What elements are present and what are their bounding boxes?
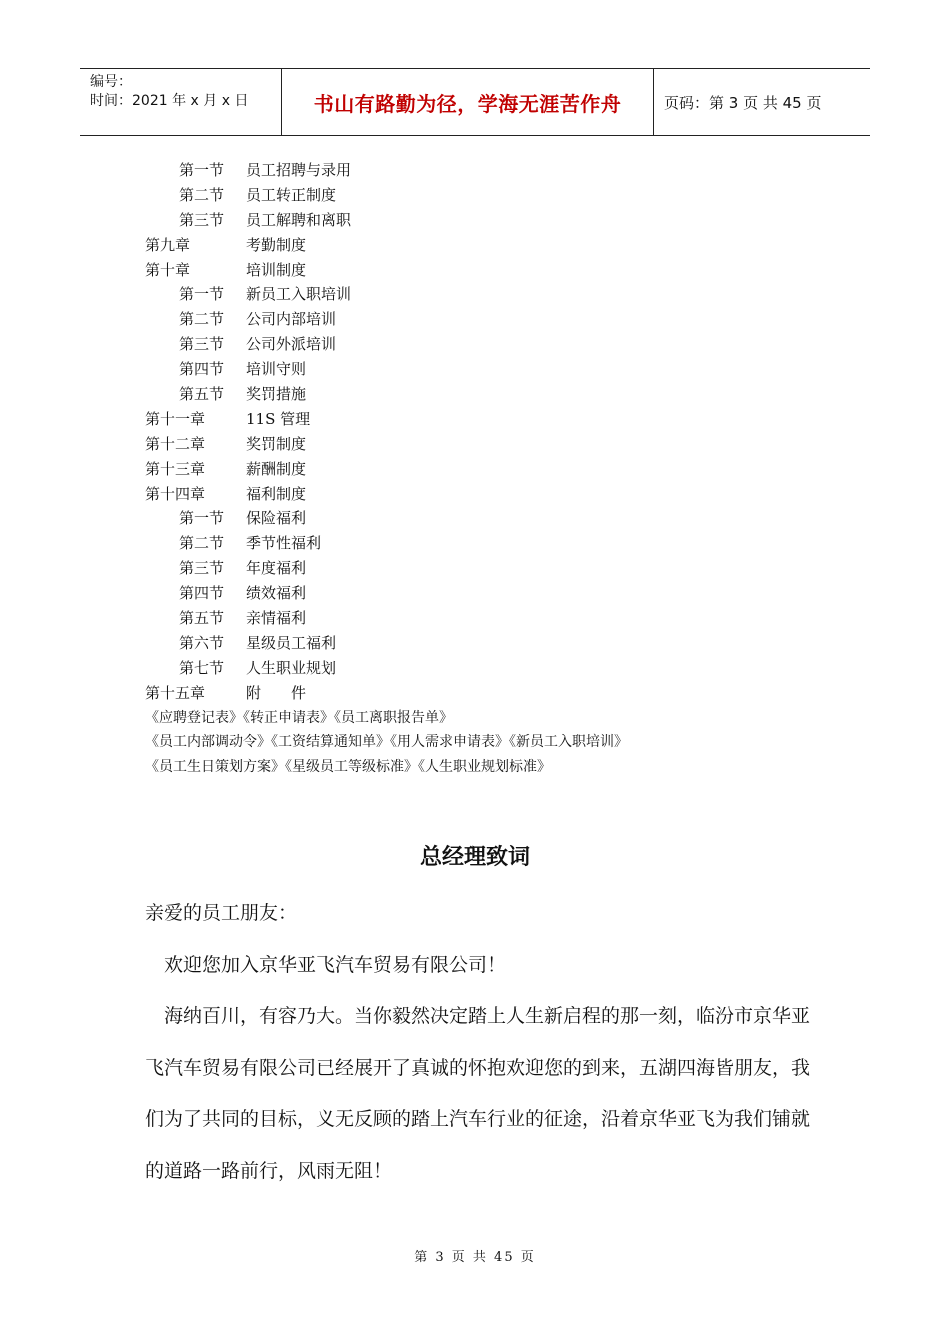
toc-entry: [145, 606, 845, 631]
header-number-label: 编号：: [90, 74, 132, 90]
toc-entry-number: 第五节: [179, 609, 225, 628]
toc-entry: [145, 432, 845, 457]
toc-entry: [145, 556, 845, 581]
toc-entry-title: 福利制度: [246, 484, 307, 503]
toc-entry-number: 第二节: [179, 310, 225, 329]
toc-entry: [145, 482, 845, 507]
toc-entry-title: 11S 管理: [246, 409, 311, 428]
header-time-label: 时间：2021 年 x 月 x 日: [90, 93, 249, 109]
toc-entry-number: 第四节: [179, 360, 225, 379]
toc-entry: [145, 307, 845, 332]
toc-entry-title: 人生职业规划: [246, 658, 337, 677]
toc-entry-number: 第三节: [179, 559, 225, 578]
table-of-contents: [145, 158, 845, 780]
toc-entry: [145, 656, 845, 681]
toc-entry-title: 绩效福利: [246, 584, 307, 603]
toc-entry-title: 员工解聘和离职: [246, 210, 352, 229]
toc-entry-title: 年度福利: [246, 559, 307, 578]
page-header: [80, 68, 870, 136]
speech-paragraph: 欢迎您加入京华亚飞汽车贸易有限公司！: [164, 953, 507, 976]
toc-entry: [145, 158, 845, 183]
toc-entry-title: 考勤制度: [246, 235, 307, 254]
toc-entry-number: 第六节: [179, 633, 225, 652]
toc-entry-number: 第一节: [179, 509, 225, 528]
toc-rows: [145, 158, 845, 706]
annex-line: 《员工内部调动令》《工资结算通知单》《用人需求申请表》《新员工入职培训》: [145, 734, 628, 751]
toc-entry: [145, 631, 845, 656]
toc-entry-number: 第二节: [179, 534, 225, 553]
toc-entry-number: 第四节: [179, 584, 225, 603]
toc-entry-number: 第十二章: [145, 434, 206, 453]
toc-entry-title: 亲情福利: [246, 609, 307, 628]
toc-entry-title: 星级员工福利: [246, 633, 337, 652]
toc-entry: [145, 407, 845, 432]
header-motto: 书山有路勤为径，学海无涯苦作舟: [282, 69, 654, 135]
toc-entry-number: 第二节: [179, 185, 225, 204]
toc-entry-number: 第一节: [179, 161, 225, 179]
toc-entry-number: 第十一章: [145, 409, 206, 428]
toc-entry-number: 第七节: [179, 658, 225, 677]
toc-entry-title: 公司内部培训: [246, 310, 337, 329]
speech-body: [145, 888, 810, 1197]
toc-entry-number: 第三节: [179, 210, 225, 229]
toc-entry-number: 第九章: [145, 235, 191, 254]
toc-entry-title: 培训制度: [246, 260, 307, 279]
toc-entry-number: 第十章: [145, 260, 191, 279]
toc-entry-title: 附 件: [246, 683, 307, 702]
toc-entry-title: 奖罚措施: [246, 385, 307, 404]
header-meta: [80, 69, 282, 135]
toc-entry-number: 第三节: [179, 335, 225, 354]
toc-entry: [145, 681, 845, 706]
toc-entry: [145, 233, 845, 258]
toc-entry-title: 公司外派培训: [246, 335, 337, 354]
toc-entry-title: 新员工入职培训: [246, 285, 352, 304]
toc-entry: [145, 357, 845, 382]
speech-paragraph: 海纳百川，有容乃大。当你毅然决定踏上人生新启程的那一刻，临汾市京华亚飞汽车贸易有限公司已经展开了真诚的怀抱欢迎您的到来，五湖四海皆朋友，我们为了共同的目标，义无反顾的踏上汽车行业的征途，沿着京华亚飞为我们铺就的道路一路前行，风雨无阻！: [145, 1005, 811, 1182]
toc-entry: [145, 457, 845, 482]
toc-entry: [145, 183, 845, 208]
toc-entry-number: 第一节: [179, 285, 225, 304]
toc-entry-title: 季节性福利: [246, 534, 322, 553]
toc-entry-title: 奖罚制度: [246, 434, 307, 453]
toc-entry-title: 培训守则: [246, 360, 307, 379]
toc-entry-title: 员工招聘与录用: [246, 161, 352, 179]
toc-entry: [145, 332, 845, 357]
toc-entry-number: 第十三章: [145, 459, 206, 478]
toc-entry: [145, 208, 845, 233]
toc-entry-number: 第五节: [179, 385, 225, 404]
toc-entry-title: 员工转正制度: [246, 185, 337, 204]
toc-entry-title: 薪酬制度: [246, 459, 307, 478]
page-footer: 第 3 页 共 45 页: [414, 1250, 536, 1265]
toc-entry: [145, 506, 845, 531]
annex-line: 《员工生日策划方案》《星级员工等级标准》《人生职业规划标准》: [145, 759, 551, 776]
toc-entry-number: 第十四章: [145, 484, 206, 503]
annex-line: 《应聘登记表》《转正申请表》《员工离职报告单》: [145, 709, 453, 726]
header-page-label: 页码：第 3 页 共 45 页: [664, 93, 822, 112]
toc-entry: [145, 581, 845, 606]
speech-title: 总经理致词: [419, 845, 530, 870]
toc-entry: [145, 258, 845, 283]
toc-entry: [145, 382, 845, 407]
speech-greeting: 亲爱的员工朋友：: [145, 902, 298, 924]
toc-entry-number: 第十五章: [145, 683, 206, 702]
toc-entry: [145, 282, 845, 307]
toc-entry: [145, 531, 845, 556]
toc-entry-title: 保险福利: [246, 509, 307, 528]
